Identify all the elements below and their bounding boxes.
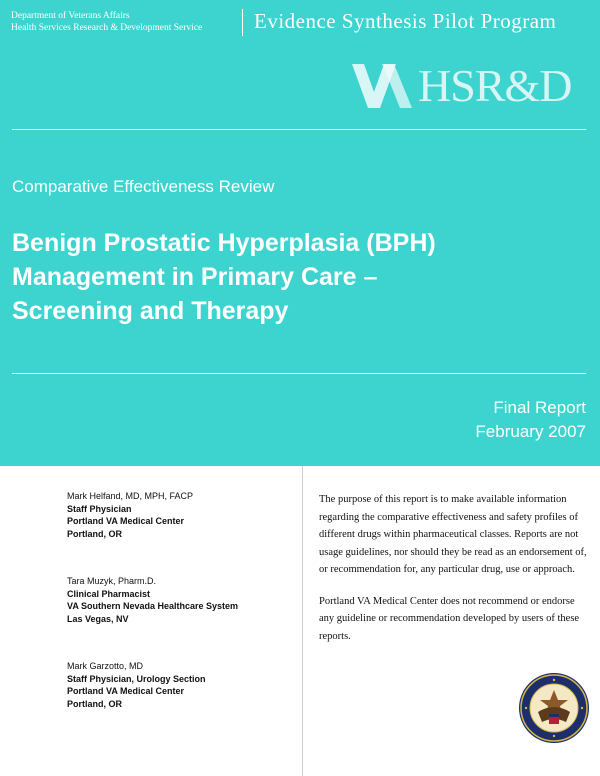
bottom-rule xyxy=(12,373,586,374)
author-role: Clinical Pharmacist xyxy=(67,588,151,599)
disclaimer-paragraph: Portland VA Medical Center does not recommend or endorse any guideline or recommendation developed by users of these reports. xyxy=(319,595,580,642)
author-entry xyxy=(67,660,238,710)
author-name: Mark Helfand, MD, MPH, FACP xyxy=(67,491,194,501)
title-line: Screening and Therapy xyxy=(12,297,289,325)
author-role: Staff Physician xyxy=(67,503,132,514)
author-location: Portland, OR xyxy=(67,698,123,709)
purpose-paragraph: The purpose of this report is to make available information regarding the comparative effectiveness and safety profiles of different drugs within pharmaceutical classes. Reports are not usage guidelines, nor should they be read as an endorsement of, or recommendation for, any particular drug, use or approach. xyxy=(319,494,587,575)
va-seal-icon xyxy=(518,672,590,744)
author-affiliation: VA Southern Nevada Healthcare System xyxy=(67,601,239,611)
header-divider xyxy=(242,9,243,36)
department-name: Department of Veterans Affairs xyxy=(11,11,130,21)
author-name: Tara Muzyk, Pharm.D. xyxy=(67,576,157,586)
author-list xyxy=(67,490,238,745)
author-entry xyxy=(67,490,238,540)
department-block xyxy=(11,10,202,34)
logo-text: HSR&D xyxy=(418,60,572,111)
top-rule xyxy=(12,129,586,130)
hsrd-logo xyxy=(352,62,588,110)
author-role: Staff Physician, Urology Section xyxy=(67,673,206,684)
report-status-block xyxy=(475,396,586,444)
column-divider xyxy=(302,466,303,776)
review-type: Comparative Effectiveness Review xyxy=(12,177,275,196)
title-line: Benign Prostatic Hyperplasia (BPH) xyxy=(12,229,436,257)
author-location: Portland, OR xyxy=(67,528,123,539)
author-name: Mark Garzotto, MD xyxy=(67,661,144,671)
report-status: Final Report xyxy=(493,398,586,417)
author-affiliation: Portland VA Medical Center xyxy=(67,516,185,526)
program-title: Evidence Synthesis Pilot Program xyxy=(254,9,557,33)
report-date: February 2007 xyxy=(475,422,586,441)
author-location: Las Vegas, NV xyxy=(67,613,129,624)
report-title xyxy=(12,226,572,328)
author-affiliation: Portland VA Medical Center xyxy=(67,686,185,696)
service-name: Health Services Research & Development Service xyxy=(11,23,203,33)
va-logo-icon xyxy=(352,64,412,110)
purpose-statement xyxy=(319,491,587,659)
title-line: Management in Primary Care – xyxy=(12,263,378,291)
author-entry xyxy=(67,575,238,625)
